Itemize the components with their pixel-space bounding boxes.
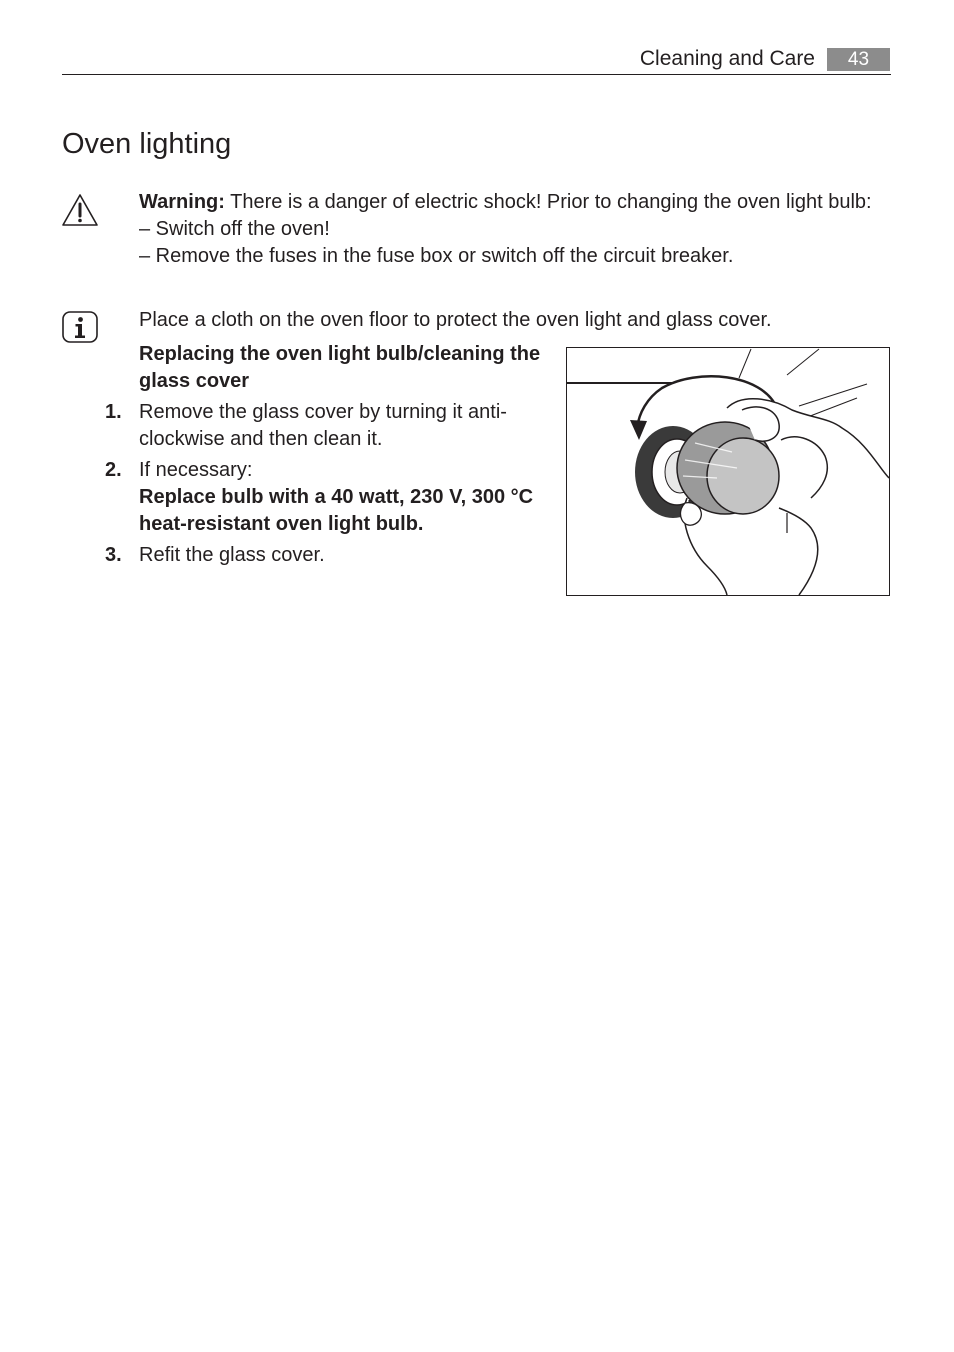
list-item [105, 542, 555, 569]
info-icon [62, 311, 98, 343]
page-title: Oven lighting [62, 128, 232, 160]
hand-turning-glass-cover-illustration [566, 347, 890, 596]
steps-list [105, 399, 555, 573]
header-section-title: Cleaning and Care [639, 47, 815, 70]
page-number: 43 [827, 48, 890, 71]
step-text: Refit the glass cover. [139, 544, 325, 566]
step-bold-text: Replace bulb with a 40 watt, 230 V, 300 °C heat-resistant oven light bulb. [139, 486, 534, 535]
procedure-heading: Replacing the oven light bulb/cleaning the glass cover [139, 343, 541, 392]
step-number: 3. [105, 544, 122, 566]
warning-item: – Remove the fuses in the fuse box or switch off the circuit breaker. [139, 245, 734, 267]
step-text: If necessary: [139, 459, 253, 481]
warning-triangle-icon [61, 193, 99, 227]
warning-block [139, 189, 891, 270]
header-divider [62, 74, 891, 75]
warning-item: – Switch off the oven! [139, 218, 330, 240]
warning-text: There is a danger of electric shock! Prior to changing the oven light bulb: [224, 191, 872, 213]
info-text: Place a cloth on the oven floor to protect the oven light and glass cover. [139, 309, 772, 331]
warning-label: Warning: [139, 191, 225, 213]
step-number: 1. [105, 401, 122, 423]
step-number: 2. [105, 459, 122, 481]
step-text: Remove the glass cover by turning it anti-clockwise and then clean it. [139, 401, 507, 450]
list-item [105, 457, 555, 538]
list-item [105, 399, 555, 453]
warning-paragraph [139, 189, 891, 216]
